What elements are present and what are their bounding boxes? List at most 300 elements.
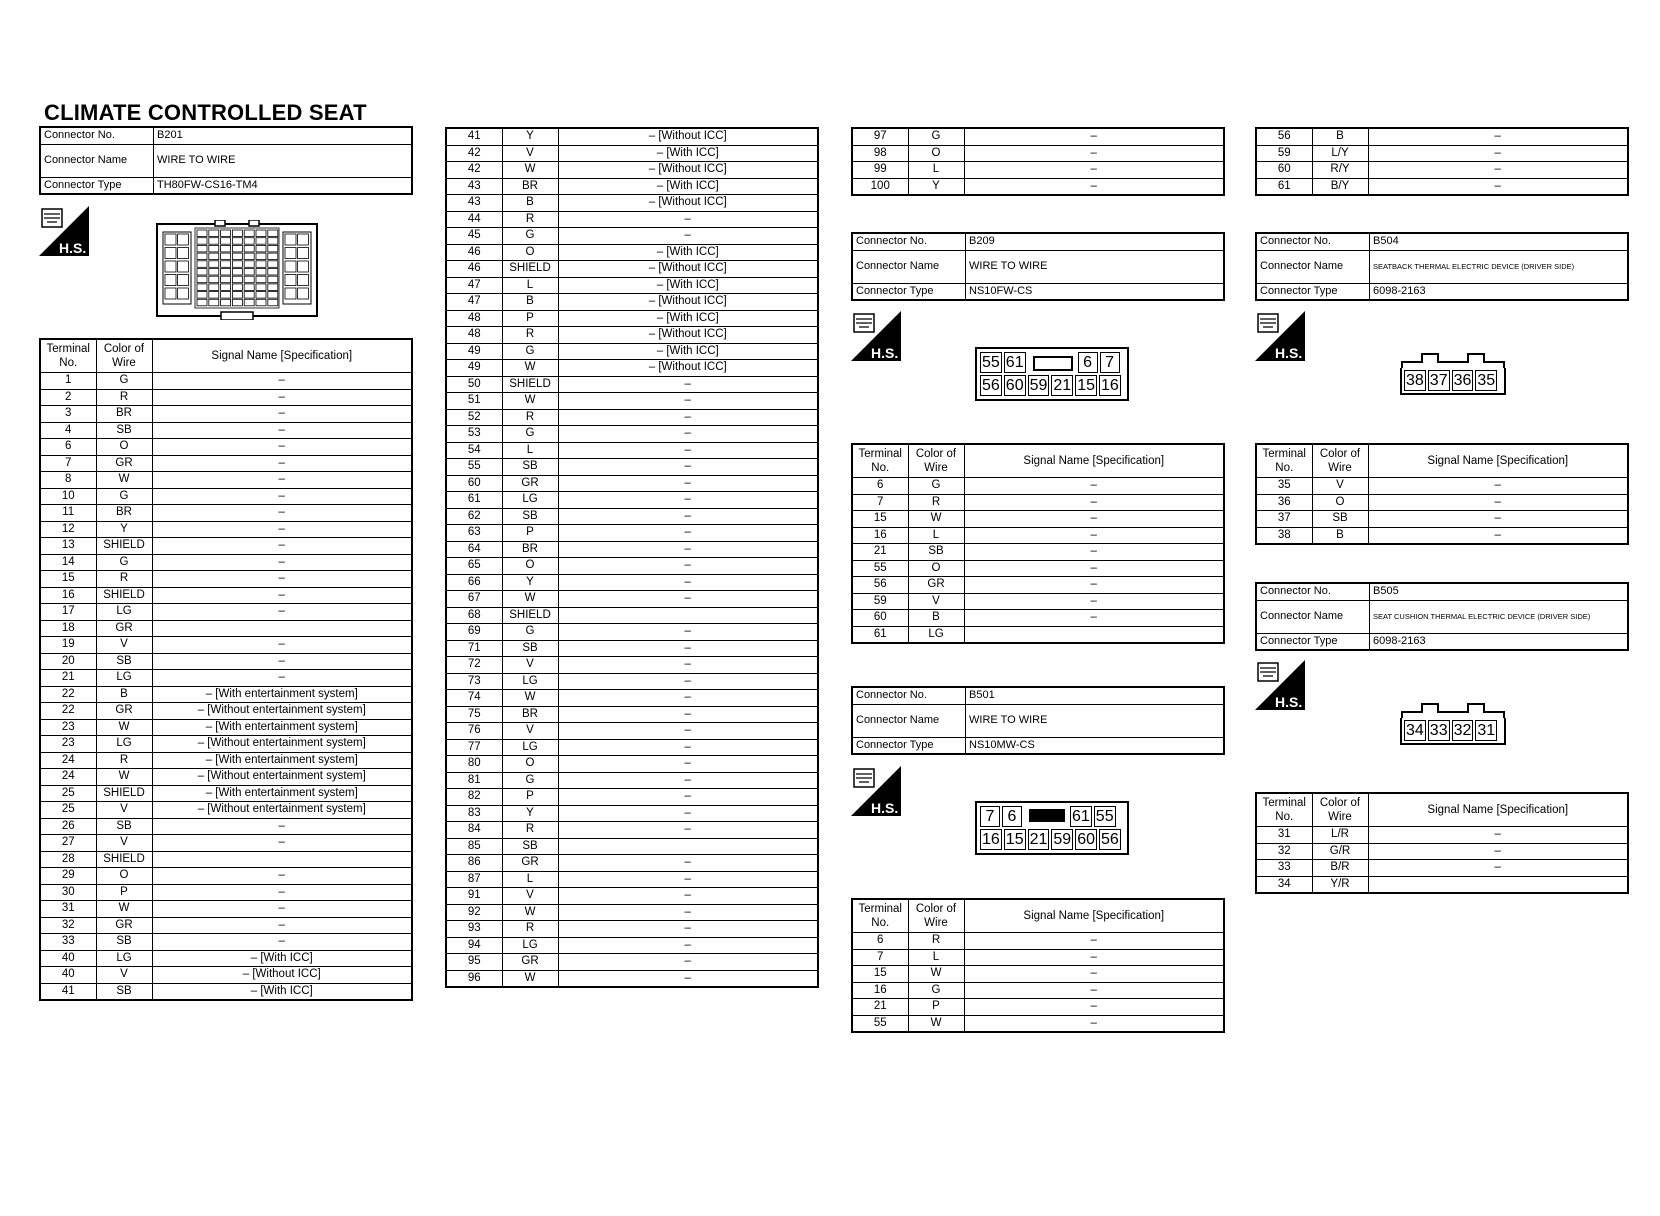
connector-name-value: WIRE TO WIRE [966,250,1225,283]
terminal-no-cell: 61 [852,626,908,643]
terminal-no-cell: 49 [446,343,502,360]
signal-name-cell: – [152,571,412,588]
terminal-no-cell: 40 [40,967,96,984]
table-row [40,422,412,439]
table-row [40,934,412,951]
terminal-no-cell: 31 [40,901,96,918]
signal-name-cell: – [152,389,412,406]
signal-name-cell: – [152,653,412,670]
pin-label: 56 [1100,831,1119,848]
wire-color-cell: LG [908,626,964,643]
terminal-no-cell: 76 [446,723,502,740]
harness-side-icon [1255,660,1305,710]
terminal-no-cell: 19 [40,637,96,654]
connector-type-value: NS10MW-CS [966,737,1225,754]
wire-color-cell: W [502,360,558,377]
b501-connector-face [975,801,1129,855]
wire-color-cell: SB [502,640,558,657]
wire-color-cell: SB [502,838,558,855]
signal-name-cell: – [1368,511,1628,528]
signal-name-cell: – [152,934,412,951]
signal-name-cell: – [964,560,1224,577]
table-row [1256,178,1628,195]
table-row [446,277,818,294]
pin-label: 37 [1429,372,1448,389]
signal-name-cell: – [964,933,1224,950]
terminal-no-cell: 46 [446,261,502,278]
b501-pin-table [851,898,1225,1033]
signal-name-cell: – [152,884,412,901]
terminal-no-cell: 42 [446,145,502,162]
wire-color-cell: SHIELD [96,785,152,802]
signal-name-cell: – [558,756,818,773]
table-row [852,933,1224,950]
b201-pin-table-continued-2 [851,127,1225,196]
signal-name-cell [558,607,818,624]
terminal-no-cell: 23 [40,719,96,736]
pin-label: 33 [1429,722,1448,739]
terminal-no-cell: 31 [1256,827,1312,844]
terminal-no-cell: 20 [40,653,96,670]
wire-color-cell: V [502,888,558,905]
wire-color-cell: G [502,426,558,443]
wire-color-cell: G/R [1312,843,1368,860]
signal-name-cell: – [Without entertainment system] [152,703,412,720]
pin-label: 59 [1053,831,1072,848]
connector-type-value: 6098-2163 [1370,633,1629,650]
table-row [446,607,818,624]
signal-name-cell: – [1368,478,1628,495]
pin-label: 55 [1095,808,1114,825]
terminal-no-cell: 55 [852,1015,908,1032]
signal-name-header: Signal Name [Specification] [964,899,1224,933]
table-row [446,690,818,707]
wire-color-cell: BR [96,406,152,423]
signal-name-cell [152,620,412,637]
wire-color-cell: LG [502,492,558,509]
terminal-no-cell: 21 [40,670,96,687]
table-row [446,426,818,443]
b505-pin-table [1255,792,1629,894]
wire-color-cell: SHIELD [502,261,558,278]
b501-pin-table-continued [1255,127,1629,196]
table-row [446,195,818,212]
terminal-no-cell: 16 [852,527,908,544]
signal-name-cell: – [152,505,412,522]
signal-name-cell: – [With ICC] [152,983,412,1000]
table-row [446,178,818,195]
table-row [852,593,1224,610]
signal-name-header: Signal Name [Specification] [964,444,1224,478]
signal-name-cell: – [558,393,818,410]
table-row [446,492,818,509]
connector-no-label: Connector No. [40,127,154,144]
signal-name-cell: – [558,673,818,690]
wire-color-cell: GR [502,475,558,492]
table-row [852,494,1224,511]
wire-color-cell: R [502,409,558,426]
wire-color-cell: LG [96,950,152,967]
wire-color-cell: SB [908,544,964,561]
terminal-no-cell: 72 [446,657,502,674]
signal-name-cell: – [558,772,818,789]
connector-no-value: B201 [154,127,413,144]
terminal-no-cell: 26 [40,818,96,835]
terminal-no-cell: 66 [446,574,502,591]
wire-color-cell: LG [96,736,152,753]
wire-color-cell: L/Y [1312,145,1368,162]
connector-type-label: Connector Type [1256,283,1370,300]
signal-name-cell: – [964,494,1224,511]
harness-side-icon [851,766,901,816]
signal-name-cell: – [152,670,412,687]
pin-label: 61 [1072,808,1090,825]
terminal-no-cell: 30 [40,884,96,901]
wire-color-cell: GR [96,703,152,720]
signal-name-cell: – [152,604,412,621]
wire-color-cell: O [908,560,964,577]
terminal-no-cell: 46 [446,244,502,261]
connector-type-label: Connector Type [852,737,966,754]
terminal-no-cell: 6 [40,439,96,456]
wire-color-cell: L [908,949,964,966]
terminal-no-cell: 69 [446,624,502,641]
signal-name-cell: – [152,488,412,505]
signal-name-cell: – [558,525,818,542]
table-row [446,921,818,938]
terminal-no-cell: 55 [852,560,908,577]
signal-name-cell: – [964,511,1224,528]
b209-connector-face [975,347,1129,401]
terminal-no-cell: 61 [1256,178,1312,195]
signal-name-cell: – [Without ICC] [558,294,818,311]
table-row [1256,145,1628,162]
wire-color-cell: O [502,756,558,773]
terminal-no-cell: 64 [446,541,502,558]
terminal-no-cell: 13 [40,538,96,555]
pin-label: 61 [1005,354,1024,371]
wire-color-cell: R [96,571,152,588]
signal-name-cell: – [With ICC] [558,277,818,294]
wire-color-cell: LG [502,739,558,756]
connector-type-value: NS10FW-CS [966,283,1225,300]
table-row [40,439,412,456]
signal-name-cell: – [558,459,818,476]
wire-color-cell: W [502,162,558,179]
b505-connector-latch [1400,702,1506,718]
signal-name-cell: – [Without ICC] [152,967,412,984]
wire-color-cell: LG [96,670,152,687]
table-row [446,128,818,145]
wire-color-cell: GR [502,855,558,872]
table-row [446,393,818,410]
connector-no-label: Connector No. [852,687,966,704]
table-row [446,723,818,740]
table-row [852,511,1224,528]
terminal-no-header: Terminal No. [1256,793,1312,827]
wire-color-cell: G [908,128,964,145]
table-row [40,769,412,786]
wire-color-cell: SB [96,818,152,835]
signal-name-cell: – [558,739,818,756]
wire-color-cell: V [96,967,152,984]
table-row [1256,876,1628,893]
pin-label: 21 [1053,377,1072,394]
signal-name-cell: – [1368,178,1628,195]
table-row [40,818,412,835]
wire-color-cell: Y [502,805,558,822]
signal-name-cell: – [152,818,412,835]
wire-color-cell: SB [1312,511,1368,528]
terminal-no-cell: 75 [446,706,502,723]
terminal-no-cell: 65 [446,558,502,575]
pin-label: 16 [982,831,1000,848]
signal-name-cell: – [Without ICC] [558,261,818,278]
wire-color-cell: O [908,145,964,162]
table-row [446,508,818,525]
harness-side-icon [39,206,89,256]
pin-label: 35 [1477,372,1496,389]
table-row [1256,860,1628,877]
signal-name-cell: – [558,492,818,509]
table-row [446,261,818,278]
terminal-no-cell: 86 [446,855,502,872]
table-row [852,1015,1224,1032]
signal-name-cell: – [With ICC] [152,950,412,967]
table-row [446,244,818,261]
wire-color-cell: SHIELD [96,587,152,604]
pin-label: 60 [1005,377,1024,394]
wire-color-cell: W [96,769,152,786]
signal-name-cell: – [Without ICC] [558,195,818,212]
wire-color-cell: GR [908,577,964,594]
terminal-no-cell: 32 [1256,843,1312,860]
table-row [40,835,412,852]
signal-name-cell: – [152,439,412,456]
wire-color-cell: O [96,868,152,885]
terminal-no-cell: 99 [852,162,908,179]
signal-name-cell: – [152,521,412,538]
connector-type-value: TH80FW-CS16-TM4 [154,177,413,194]
table-row [40,488,412,505]
table-row [852,999,1224,1016]
terminal-no-header: Terminal No. [852,444,908,478]
signal-name-cell [1368,876,1628,893]
wire-color-cell: B [1312,527,1368,544]
terminal-no-cell: 37 [1256,511,1312,528]
terminal-no-cell: 24 [40,769,96,786]
table-row [446,904,818,921]
terminal-no-cell: 3 [40,406,96,423]
terminal-no-cell: 61 [446,492,502,509]
signal-name-cell: – [964,610,1224,627]
table-row [1256,128,1628,145]
b201-info [39,126,413,195]
terminal-no-cell: 12 [40,521,96,538]
terminal-no-cell: 60 [446,475,502,492]
wire-color-cell: SB [502,508,558,525]
table-row [40,785,412,802]
signal-name-cell: – [558,970,818,987]
b501-face-top [979,806,1125,827]
table-row [446,376,818,393]
wire-color-cell: L [908,527,964,544]
wire-color-cell: R [908,933,964,950]
table-row [446,475,818,492]
signal-name-cell: – [558,640,818,657]
terminal-no-cell: 35 [1256,478,1312,495]
terminal-no-cell: 38 [1256,527,1312,544]
terminal-no-cell: 50 [446,376,502,393]
terminal-no-cell: 16 [40,587,96,604]
terminal-no-cell: 41 [40,983,96,1000]
connector-name-value: SEAT CUSHION THERMAL ELECTRIC DEVICE (DRIVER SIDE) [1370,600,1629,633]
table-row [446,360,818,377]
signal-name-cell: – [558,541,818,558]
terminal-no-cell: 81 [446,772,502,789]
signal-name-cell: – [Without ICC] [558,327,818,344]
wire-color-cell: R/Y [1312,162,1368,179]
terminal-no-cell: 48 [446,310,502,327]
wire-color-cell: SB [96,983,152,1000]
terminal-no-cell: 96 [446,970,502,987]
wire-color-cell: O [502,244,558,261]
wire-color-cell: L [502,871,558,888]
terminal-no-cell: 15 [852,966,908,983]
connector-no-label: Connector No. [1256,583,1370,600]
table-row [1256,162,1628,179]
connector-name-label: Connector Name [852,704,966,737]
table-row [446,162,818,179]
pin-label: 15 [1005,831,1024,848]
table-row [40,571,412,588]
terminal-no-cell: 40 [40,950,96,967]
wire-color-cell: G [502,343,558,360]
signal-name-cell: – [964,949,1224,966]
connector-no-value: B209 [966,233,1225,250]
svg-text:H.S.: H.S. [1275,694,1303,710]
table-row [446,343,818,360]
signal-name-cell: – [558,723,818,740]
terminal-no-cell: 6 [852,478,908,495]
terminal-no-cell: 52 [446,409,502,426]
signal-name-cell: – [152,868,412,885]
signal-name-cell: – [152,554,412,571]
terminal-no-cell: 28 [40,851,96,868]
connector-no-label: Connector No. [1256,233,1370,250]
signal-name-cell: – [With entertainment system] [152,752,412,769]
pin-label: 31 [1477,722,1496,739]
signal-name-cell [964,626,1224,643]
signal-name-cell: – [Without entertainment system] [152,802,412,819]
wire-color-cell: G [96,373,152,390]
terminal-no-cell: 71 [446,640,502,657]
terminal-no-cell: 48 [446,327,502,344]
color-of-wire-header: Color of Wire [96,339,152,373]
table-row [1256,843,1628,860]
pin-label: 60 [1077,831,1095,848]
table-row [40,983,412,1000]
table-row [1256,478,1628,495]
signal-name-cell: – [With ICC] [558,244,818,261]
signal-name-cell: – [With entertainment system] [152,785,412,802]
table-row [40,637,412,654]
terminal-no-cell: 83 [446,805,502,822]
terminal-no-header: Terminal No. [852,899,908,933]
wire-color-cell: SHIELD [96,851,152,868]
connector-name-value: WIRE TO WIRE [154,144,413,177]
wire-color-cell: R [908,494,964,511]
signal-name-cell: – [964,999,1224,1016]
pin-label: 6 [1002,806,1022,827]
connector-type-value: 6098-2163 [1370,283,1629,300]
table-row [446,789,818,806]
signal-name-cell: – [558,426,818,443]
wire-color-cell: SB [502,459,558,476]
wire-color-cell: R [502,921,558,938]
signal-name-cell: – [1368,494,1628,511]
signal-name-cell [558,838,818,855]
b504-info [1255,232,1629,301]
terminal-no-cell: 41 [446,128,502,145]
terminal-no-cell: 54 [446,442,502,459]
signal-name-cell: – [558,822,818,839]
signal-name-cell: – [1368,145,1628,162]
wire-color-cell: BR [502,541,558,558]
pin-label: 16 [1100,377,1119,394]
table-row [40,653,412,670]
terminal-no-cell: 29 [40,868,96,885]
terminal-no-cell: 59 [1256,145,1312,162]
terminal-no-cell: 47 [446,294,502,311]
signal-name-cell: – [558,888,818,905]
table-row [446,739,818,756]
wire-color-cell: B [96,686,152,703]
signal-name-cell: – [558,442,818,459]
wire-color-cell: O [96,439,152,456]
wire-color-cell: G [502,228,558,245]
pin-label: 34 [1406,722,1424,739]
table-row [852,145,1224,162]
terminal-no-cell: 34 [1256,876,1312,893]
table-row [446,871,818,888]
signal-name-cell: – [558,624,818,641]
signal-name-cell: – [558,904,818,921]
harness-side-icon [1255,311,1305,361]
table-row [446,772,818,789]
signal-name-cell: – [964,577,1224,594]
signal-name-cell: – [With ICC] [558,343,818,360]
signal-name-cell: – [1368,128,1628,145]
table-row [446,756,818,773]
signal-name-cell: – [558,591,818,608]
table-row [446,805,818,822]
wire-color-cell: P [502,789,558,806]
terminal-no-cell: 62 [446,508,502,525]
terminal-no-cell: 21 [852,999,908,1016]
table-row [446,954,818,971]
signal-name-cell: – [With entertainment system] [152,686,412,703]
wire-color-cell: G [502,772,558,789]
signal-name-cell: – [964,128,1224,145]
table-row [1256,511,1628,528]
terminal-no-cell: 18 [40,620,96,637]
wire-color-cell: W [96,472,152,489]
signal-name-cell: – [964,1015,1224,1032]
wire-color-cell: V [502,723,558,740]
signal-name-cell: – [Without ICC] [558,360,818,377]
terminal-no-header: Terminal No. [40,339,96,373]
